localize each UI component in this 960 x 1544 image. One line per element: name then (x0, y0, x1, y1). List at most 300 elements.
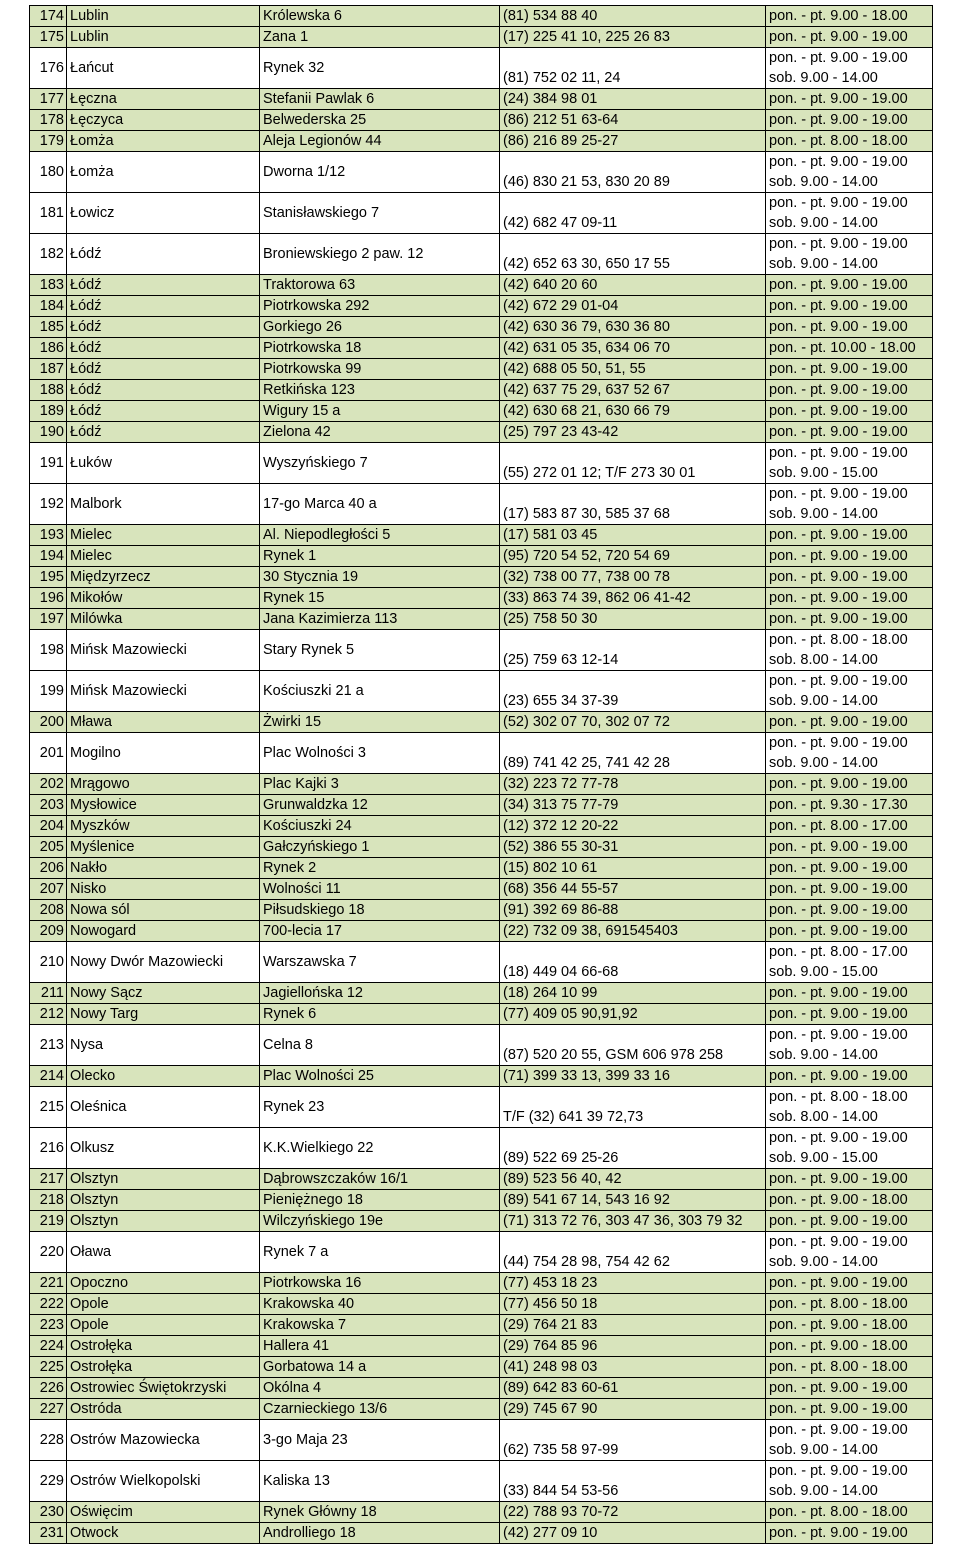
hours-line: pon. - pt. 9.00 - 19.00 (769, 902, 908, 918)
street-cell: Krakowska 7 (260, 1315, 500, 1336)
hours-line: pon. - pt. 9.00 - 18.00 (769, 1192, 908, 1208)
hours-cell (766, 671, 933, 712)
phone-cell: (86) 216 89 25-27 (500, 131, 766, 152)
hours-line: pon. - pt. 9.00 - 19.00 (769, 195, 908, 211)
city-cell: Łomża (67, 152, 260, 193)
phone-cell: (46) 830 21 53, 830 20 89 (500, 152, 766, 193)
hours-line: sob. 9.00 - 14.00 (769, 755, 878, 771)
hours-line: pon. - pt. 9.00 - 19.00 (769, 486, 908, 502)
city-cell: Olsztyn (67, 1169, 260, 1190)
phone-cell: T/F (32) 641 39 72,73 (500, 1087, 766, 1128)
hours-line: pon. - pt. 9.00 - 19.00 (769, 361, 908, 377)
city-cell: Łódź (67, 317, 260, 338)
phone-cell: (18) 449 04 66-68 (500, 942, 766, 983)
street-cell: Plac Wolności 25 (260, 1066, 500, 1087)
row-number-cell: 196 (30, 588, 67, 609)
table-row (30, 1128, 933, 1169)
city-cell: Łęczna (67, 89, 260, 110)
row-number-cell: 218 (30, 1190, 67, 1211)
hours-cell (766, 359, 933, 380)
row-number-cell: 197 (30, 609, 67, 630)
street-cell: Żwirki 15 (260, 712, 500, 733)
hours-line: pon. - pt. 9.00 - 19.00 (769, 1401, 908, 1417)
city-cell: Mława (67, 712, 260, 733)
phone-cell: (77) 409 05 90,91,92 (500, 1004, 766, 1025)
street-cell: Gorkiego 26 (260, 317, 500, 338)
table-row (30, 1190, 933, 1211)
street-cell: Gorbatowa 14 a (260, 1357, 500, 1378)
city-cell: Olsztyn (67, 1190, 260, 1211)
phone-cell: (34) 313 75 77-79 (500, 795, 766, 816)
hours-line: pon. - pt. 9.00 - 19.00 (769, 1213, 908, 1229)
hours-cell (766, 443, 933, 484)
row-number-cell: 202 (30, 774, 67, 795)
city-cell: Łódź (67, 275, 260, 296)
table-row (30, 1357, 933, 1378)
table-row (30, 1502, 933, 1523)
hours-cell (766, 858, 933, 879)
table-row (30, 567, 933, 588)
city-cell: Oleśnica (67, 1087, 260, 1128)
city-cell: Nakło (67, 858, 260, 879)
city-cell: Ostrów Mazowiecka (67, 1420, 260, 1461)
hours-cell (766, 1128, 933, 1169)
street-cell: Rynek 15 (260, 588, 500, 609)
hours-cell (766, 275, 933, 296)
hours-line: pon. - pt. 8.00 - 18.00 (769, 1296, 908, 1312)
hours-cell (766, 609, 933, 630)
city-cell: Łódź (67, 359, 260, 380)
street-cell: Kościuszki 24 (260, 816, 500, 837)
city-cell: Mielec (67, 546, 260, 567)
city-cell: Ostrołęka (67, 1336, 260, 1357)
hours-line: pon. - pt. 8.00 - 18.00 (769, 1089, 908, 1105)
hours-line: pon. - pt. 9.00 - 19.00 (769, 1068, 908, 1084)
hours-cell (766, 484, 933, 525)
hours-line: pon. - pt. 9.00 - 19.00 (769, 776, 908, 792)
hours-line: sob. 9.00 - 14.00 (769, 174, 878, 190)
hours-cell (766, 1461, 933, 1502)
table-row (30, 131, 933, 152)
row-number-cell: 178 (30, 110, 67, 131)
row-number-cell: 185 (30, 317, 67, 338)
hours-line: pon. - pt. 9.00 - 18.00 (769, 8, 908, 24)
table-row (30, 1211, 933, 1232)
street-cell: Wolności 11 (260, 879, 500, 900)
table-row (30, 1336, 933, 1357)
street-cell: Gałczyńskiego 1 (260, 837, 500, 858)
hours-cell (766, 110, 933, 131)
hours-cell (766, 1420, 933, 1461)
street-cell: Wigury 15 a (260, 401, 500, 422)
table-row (30, 48, 933, 89)
hours-line: pon. - pt. 9.00 - 19.00 (769, 236, 908, 252)
row-number-cell: 229 (30, 1461, 67, 1502)
hours-line: pon. - pt. 9.00 - 19.00 (769, 839, 908, 855)
hours-line: pon. - pt. 9.00 - 19.00 (769, 445, 908, 461)
hours-cell (766, 1004, 933, 1025)
table-row (30, 837, 933, 858)
phone-cell: (81) 752 02 11, 24 (500, 48, 766, 89)
city-cell: Łódź (67, 401, 260, 422)
hours-cell (766, 1087, 933, 1128)
row-number-cell: 211 (30, 983, 67, 1004)
row-number-cell: 230 (30, 1502, 67, 1523)
city-cell: Oława (67, 1232, 260, 1273)
street-cell: Piotrkowska 292 (260, 296, 500, 317)
city-cell: Nowy Sącz (67, 983, 260, 1004)
city-cell: Olkusz (67, 1128, 260, 1169)
hours-line: pon. - pt. 8.00 - 18.00 (769, 1504, 908, 1520)
street-cell: Zana 1 (260, 27, 500, 48)
hours-line: pon. - pt. 9.00 - 19.00 (769, 881, 908, 897)
hours-line: pon. - pt. 9.00 - 19.00 (769, 923, 908, 939)
table-row (30, 525, 933, 546)
hours-line: pon. - pt. 9.00 - 19.00 (769, 1380, 908, 1396)
row-number-cell: 223 (30, 1315, 67, 1336)
phone-cell: (25) 758 50 30 (500, 609, 766, 630)
phone-cell: (89) 741 42 25, 741 42 28 (500, 733, 766, 774)
table-row (30, 1420, 933, 1461)
street-cell: Czarnieckiego 13/6 (260, 1399, 500, 1420)
phone-cell: (42) 631 05 35, 634 06 70 (500, 338, 766, 359)
hours-cell (766, 1502, 933, 1523)
table-row (30, 380, 933, 401)
hours-line: pon. - pt. 9.00 - 19.00 (769, 277, 908, 293)
city-cell: Mińsk Mazowiecki (67, 630, 260, 671)
hours-cell (766, 1169, 933, 1190)
hours-line: pon. - pt. 9.30 - 17.30 (769, 797, 908, 813)
row-number-cell: 184 (30, 296, 67, 317)
hours-line: pon. - pt. 9.00 - 19.00 (769, 1130, 908, 1146)
hours-cell (766, 380, 933, 401)
city-cell: Łomża (67, 131, 260, 152)
hours-line: pon. - pt. 9.00 - 19.00 (769, 590, 908, 606)
phone-cell: (23) 655 34 37-39 (500, 671, 766, 712)
city-cell: Lublin (67, 27, 260, 48)
row-number-cell: 176 (30, 48, 67, 89)
table-row (30, 1315, 933, 1336)
hours-line: pon. - pt. 9.00 - 19.00 (769, 569, 908, 585)
hours-line: sob. 9.00 - 14.00 (769, 693, 878, 709)
table-row (30, 422, 933, 443)
table-row (30, 630, 933, 671)
phone-cell: (62) 735 58 97-99 (500, 1420, 766, 1461)
hours-cell (766, 1211, 933, 1232)
city-cell: Mikołów (67, 588, 260, 609)
phone-cell: (91) 392 69 86-88 (500, 900, 766, 921)
hours-cell (766, 89, 933, 110)
city-cell: Ostrów Wielkopolski (67, 1461, 260, 1502)
row-number-cell: 209 (30, 921, 67, 942)
row-number-cell: 205 (30, 837, 67, 858)
street-cell: Belwederska 25 (260, 110, 500, 131)
row-number-cell: 175 (30, 27, 67, 48)
hours-cell (766, 630, 933, 671)
street-cell: Piotrkowska 18 (260, 338, 500, 359)
hours-cell (766, 1025, 933, 1066)
street-cell: Retkińska 123 (260, 380, 500, 401)
street-cell: Rynek 32 (260, 48, 500, 89)
row-number-cell: 193 (30, 525, 67, 546)
hours-cell (766, 879, 933, 900)
city-cell: Mińsk Mazowiecki (67, 671, 260, 712)
table-row (30, 1273, 933, 1294)
hours-cell (766, 816, 933, 837)
row-number-cell: 200 (30, 712, 67, 733)
hours-cell (766, 6, 933, 27)
street-cell: Dworna 1/12 (260, 152, 500, 193)
hours-cell (766, 296, 933, 317)
phone-cell: (22) 788 93 70-72 (500, 1502, 766, 1523)
phone-cell: (42) 640 20 60 (500, 275, 766, 296)
hours-cell (766, 525, 933, 546)
row-number-cell: 174 (30, 6, 67, 27)
row-number-cell: 194 (30, 546, 67, 567)
row-number-cell: 186 (30, 338, 67, 359)
street-cell: Wyszyńskiego 7 (260, 443, 500, 484)
table-row (30, 588, 933, 609)
row-number-cell: 179 (30, 131, 67, 152)
street-cell: Pieniężnego 18 (260, 1190, 500, 1211)
city-cell: Opole (67, 1315, 260, 1336)
street-cell: Okólna 4 (260, 1378, 500, 1399)
street-cell: Piotrkowska 99 (260, 359, 500, 380)
hours-cell (766, 1294, 933, 1315)
street-cell: Piłsudskiego 18 (260, 900, 500, 921)
table-row (30, 27, 933, 48)
hours-line: sob. 9.00 - 14.00 (769, 506, 878, 522)
hours-line: pon. - pt. 8.00 - 18.00 (769, 133, 908, 149)
hours-line: sob. 9.00 - 14.00 (769, 1483, 878, 1499)
city-cell: Oświęcim (67, 1502, 260, 1523)
street-cell: Al. Niepodległości 5 (260, 525, 500, 546)
table-row (30, 1004, 933, 1025)
city-cell: Opole (67, 1294, 260, 1315)
hours-cell (766, 338, 933, 359)
table-row (30, 1378, 933, 1399)
hours-line: pon. - pt. 10.00 - 18.00 (769, 340, 916, 356)
city-cell: Ostrowiec Świętokrzyski (67, 1378, 260, 1399)
hours-line: sob. 9.00 - 14.00 (769, 215, 878, 231)
hours-line: sob. 9.00 - 14.00 (769, 256, 878, 272)
phone-cell: (29) 745 67 90 (500, 1399, 766, 1420)
hours-cell (766, 900, 933, 921)
hours-line: sob. 9.00 - 14.00 (769, 70, 878, 86)
hours-cell (766, 712, 933, 733)
phone-cell: (42) 682 47 09-11 (500, 193, 766, 234)
row-number-cell: 222 (30, 1294, 67, 1315)
row-number-cell: 191 (30, 443, 67, 484)
city-cell: Łęczyca (67, 110, 260, 131)
hours-line: sob. 8.00 - 14.00 (769, 1109, 878, 1125)
phone-cell: (25) 759 63 12-14 (500, 630, 766, 671)
hours-line: pon. - pt. 9.00 - 19.00 (769, 548, 908, 564)
hours-cell (766, 131, 933, 152)
street-cell: 700-lecia 17 (260, 921, 500, 942)
hours-line: pon. - pt. 8.00 - 18.00 (769, 632, 908, 648)
phone-cell: (42) 630 36 79, 630 36 80 (500, 317, 766, 338)
hours-line: sob. 8.00 - 14.00 (769, 652, 878, 668)
table-row (30, 193, 933, 234)
hours-cell (766, 1399, 933, 1420)
row-number-cell: 195 (30, 567, 67, 588)
phone-cell: (17) 581 03 45 (500, 525, 766, 546)
row-number-cell: 220 (30, 1232, 67, 1273)
city-cell: Mrągowo (67, 774, 260, 795)
phone-cell: (42) 688 05 50, 51, 55 (500, 359, 766, 380)
street-cell: Broniewskiego 2 paw. 12 (260, 234, 500, 275)
hours-cell (766, 401, 933, 422)
city-cell: Malbork (67, 484, 260, 525)
phone-cell: (18) 264 10 99 (500, 983, 766, 1004)
table-row (30, 1294, 933, 1315)
row-number-cell: 216 (30, 1128, 67, 1169)
table-row (30, 879, 933, 900)
row-number-cell: 217 (30, 1169, 67, 1190)
phone-cell: (89) 523 56 40, 42 (500, 1169, 766, 1190)
hours-line: pon. - pt. 9.00 - 19.00 (769, 714, 908, 730)
table-row (30, 6, 933, 27)
street-cell: Wilczyńskiego 19e (260, 1211, 500, 1232)
hours-line: pon. - pt. 8.00 - 18.00 (769, 1359, 908, 1375)
hours-line: pon. - pt. 9.00 - 19.00 (769, 1275, 908, 1291)
row-number-cell: 177 (30, 89, 67, 110)
row-number-cell: 198 (30, 630, 67, 671)
hours-line: pon. - pt. 8.00 - 17.00 (769, 944, 908, 960)
street-cell: Rynek 2 (260, 858, 500, 879)
city-cell: Olecko (67, 1066, 260, 1087)
phone-cell: (81) 534 88 40 (500, 6, 766, 27)
street-cell: Hallera 41 (260, 1336, 500, 1357)
table-row (30, 152, 933, 193)
table-row (30, 609, 933, 630)
street-cell: Rynek 23 (260, 1087, 500, 1128)
table-row (30, 1025, 933, 1066)
street-cell: Rynek 7 a (260, 1232, 500, 1273)
table-row (30, 484, 933, 525)
table-row (30, 858, 933, 879)
hours-line: pon. - pt. 9.00 - 19.00 (769, 50, 908, 66)
street-cell: 3-go Maja 23 (260, 1420, 500, 1461)
city-cell: Lublin (67, 6, 260, 27)
hours-cell (766, 921, 933, 942)
city-cell: Nisko (67, 879, 260, 900)
city-cell: Ostrołęka (67, 1357, 260, 1378)
hours-cell (766, 422, 933, 443)
street-cell: Stefanii Pawlak 6 (260, 89, 500, 110)
city-cell: Łuków (67, 443, 260, 484)
table-row (30, 921, 933, 942)
table-row (30, 359, 933, 380)
phone-cell: (55) 272 01 12; T/F 273 30 01 (500, 443, 766, 484)
hours-line: sob. 9.00 - 14.00 (769, 1047, 878, 1063)
row-number-cell: 192 (30, 484, 67, 525)
city-cell: Mogilno (67, 733, 260, 774)
hours-line: pon. - pt. 9.00 - 19.00 (769, 29, 908, 45)
city-cell: Nysa (67, 1025, 260, 1066)
phone-cell: (95) 720 54 52, 720 54 69 (500, 546, 766, 567)
row-number-cell: 227 (30, 1399, 67, 1420)
hours-line: pon. - pt. 9.00 - 19.00 (769, 1027, 908, 1043)
city-cell: Nowa sól (67, 900, 260, 921)
hours-cell (766, 1066, 933, 1087)
hours-cell (766, 1232, 933, 1273)
hours-line: pon. - pt. 9.00 - 18.00 (769, 1317, 908, 1333)
row-number-cell: 215 (30, 1087, 67, 1128)
hours-line: pon. - pt. 9.00 - 19.00 (769, 91, 908, 107)
hours-line: sob. 9.00 - 14.00 (769, 1254, 878, 1270)
street-cell: Warszawska 7 (260, 942, 500, 983)
street-cell: Rynek 6 (260, 1004, 500, 1025)
city-cell: Ostróda (67, 1399, 260, 1420)
table-row (30, 816, 933, 837)
table-row (30, 712, 933, 733)
hours-cell (766, 48, 933, 89)
street-cell: 17-go Marca 40 a (260, 484, 500, 525)
table-row (30, 296, 933, 317)
street-cell: Celna 8 (260, 1025, 500, 1066)
table-row (30, 983, 933, 1004)
hours-line: sob. 9.00 - 15.00 (769, 964, 878, 980)
hours-cell (766, 152, 933, 193)
hours-line: pon. - pt. 9.00 - 19.00 (769, 1006, 908, 1022)
hours-cell (766, 193, 933, 234)
street-cell: Dąbrowszczaków 16/1 (260, 1169, 500, 1190)
city-cell: Olsztyn (67, 1211, 260, 1232)
hours-line: pon. - pt. 9.00 - 19.00 (769, 1525, 908, 1541)
street-cell: Królewska 6 (260, 6, 500, 27)
hours-line: pon. - pt. 9.00 - 19.00 (769, 527, 908, 543)
table-row (30, 234, 933, 275)
city-cell: Myślenice (67, 837, 260, 858)
row-number-cell: 188 (30, 380, 67, 401)
phone-cell: (15) 802 10 61 (500, 858, 766, 879)
hours-line: pon. - pt. 8.00 - 17.00 (769, 818, 908, 834)
street-cell: Androlliego 18 (260, 1523, 500, 1544)
row-number-cell: 182 (30, 234, 67, 275)
city-cell: Opoczno (67, 1273, 260, 1294)
phone-cell: (33) 863 74 39, 862 06 41-42 (500, 588, 766, 609)
city-cell: Międzyrzecz (67, 567, 260, 588)
phone-cell: (29) 764 21 83 (500, 1315, 766, 1336)
hours-line: pon. - pt. 9.00 - 19.00 (769, 112, 908, 128)
phone-cell: (87) 520 20 55, GSM 606 978 258 (500, 1025, 766, 1066)
table-row (30, 1399, 933, 1420)
hours-cell (766, 1190, 933, 1211)
table-row (30, 900, 933, 921)
phone-cell: (25) 797 23 43-42 (500, 422, 766, 443)
phone-cell: (89) 522 69 25-26 (500, 1128, 766, 1169)
row-number-cell: 231 (30, 1523, 67, 1544)
street-cell: Grunwaldzka 12 (260, 795, 500, 816)
street-cell: Kościuszki 21 a (260, 671, 500, 712)
city-cell: Mielec (67, 525, 260, 546)
hours-line: pon. - pt. 9.00 - 19.00 (769, 319, 908, 335)
street-cell: K.K.Wielkiego 22 (260, 1128, 500, 1169)
row-number-cell: 190 (30, 422, 67, 443)
phone-cell: (52) 386 55 30-31 (500, 837, 766, 858)
hours-line: pon. - pt. 9.00 - 19.00 (769, 673, 908, 689)
hours-line: pon. - pt. 9.00 - 19.00 (769, 1171, 908, 1187)
hours-line: pon. - pt. 9.00 - 19.00 (769, 1234, 908, 1250)
hours-line: pon. - pt. 9.00 - 18.00 (769, 1338, 908, 1354)
phone-cell: (71) 399 33 13, 399 33 16 (500, 1066, 766, 1087)
street-cell: Jagiellońska 12 (260, 983, 500, 1004)
hours-cell (766, 774, 933, 795)
city-cell: Łódź (67, 422, 260, 443)
hours-cell (766, 234, 933, 275)
